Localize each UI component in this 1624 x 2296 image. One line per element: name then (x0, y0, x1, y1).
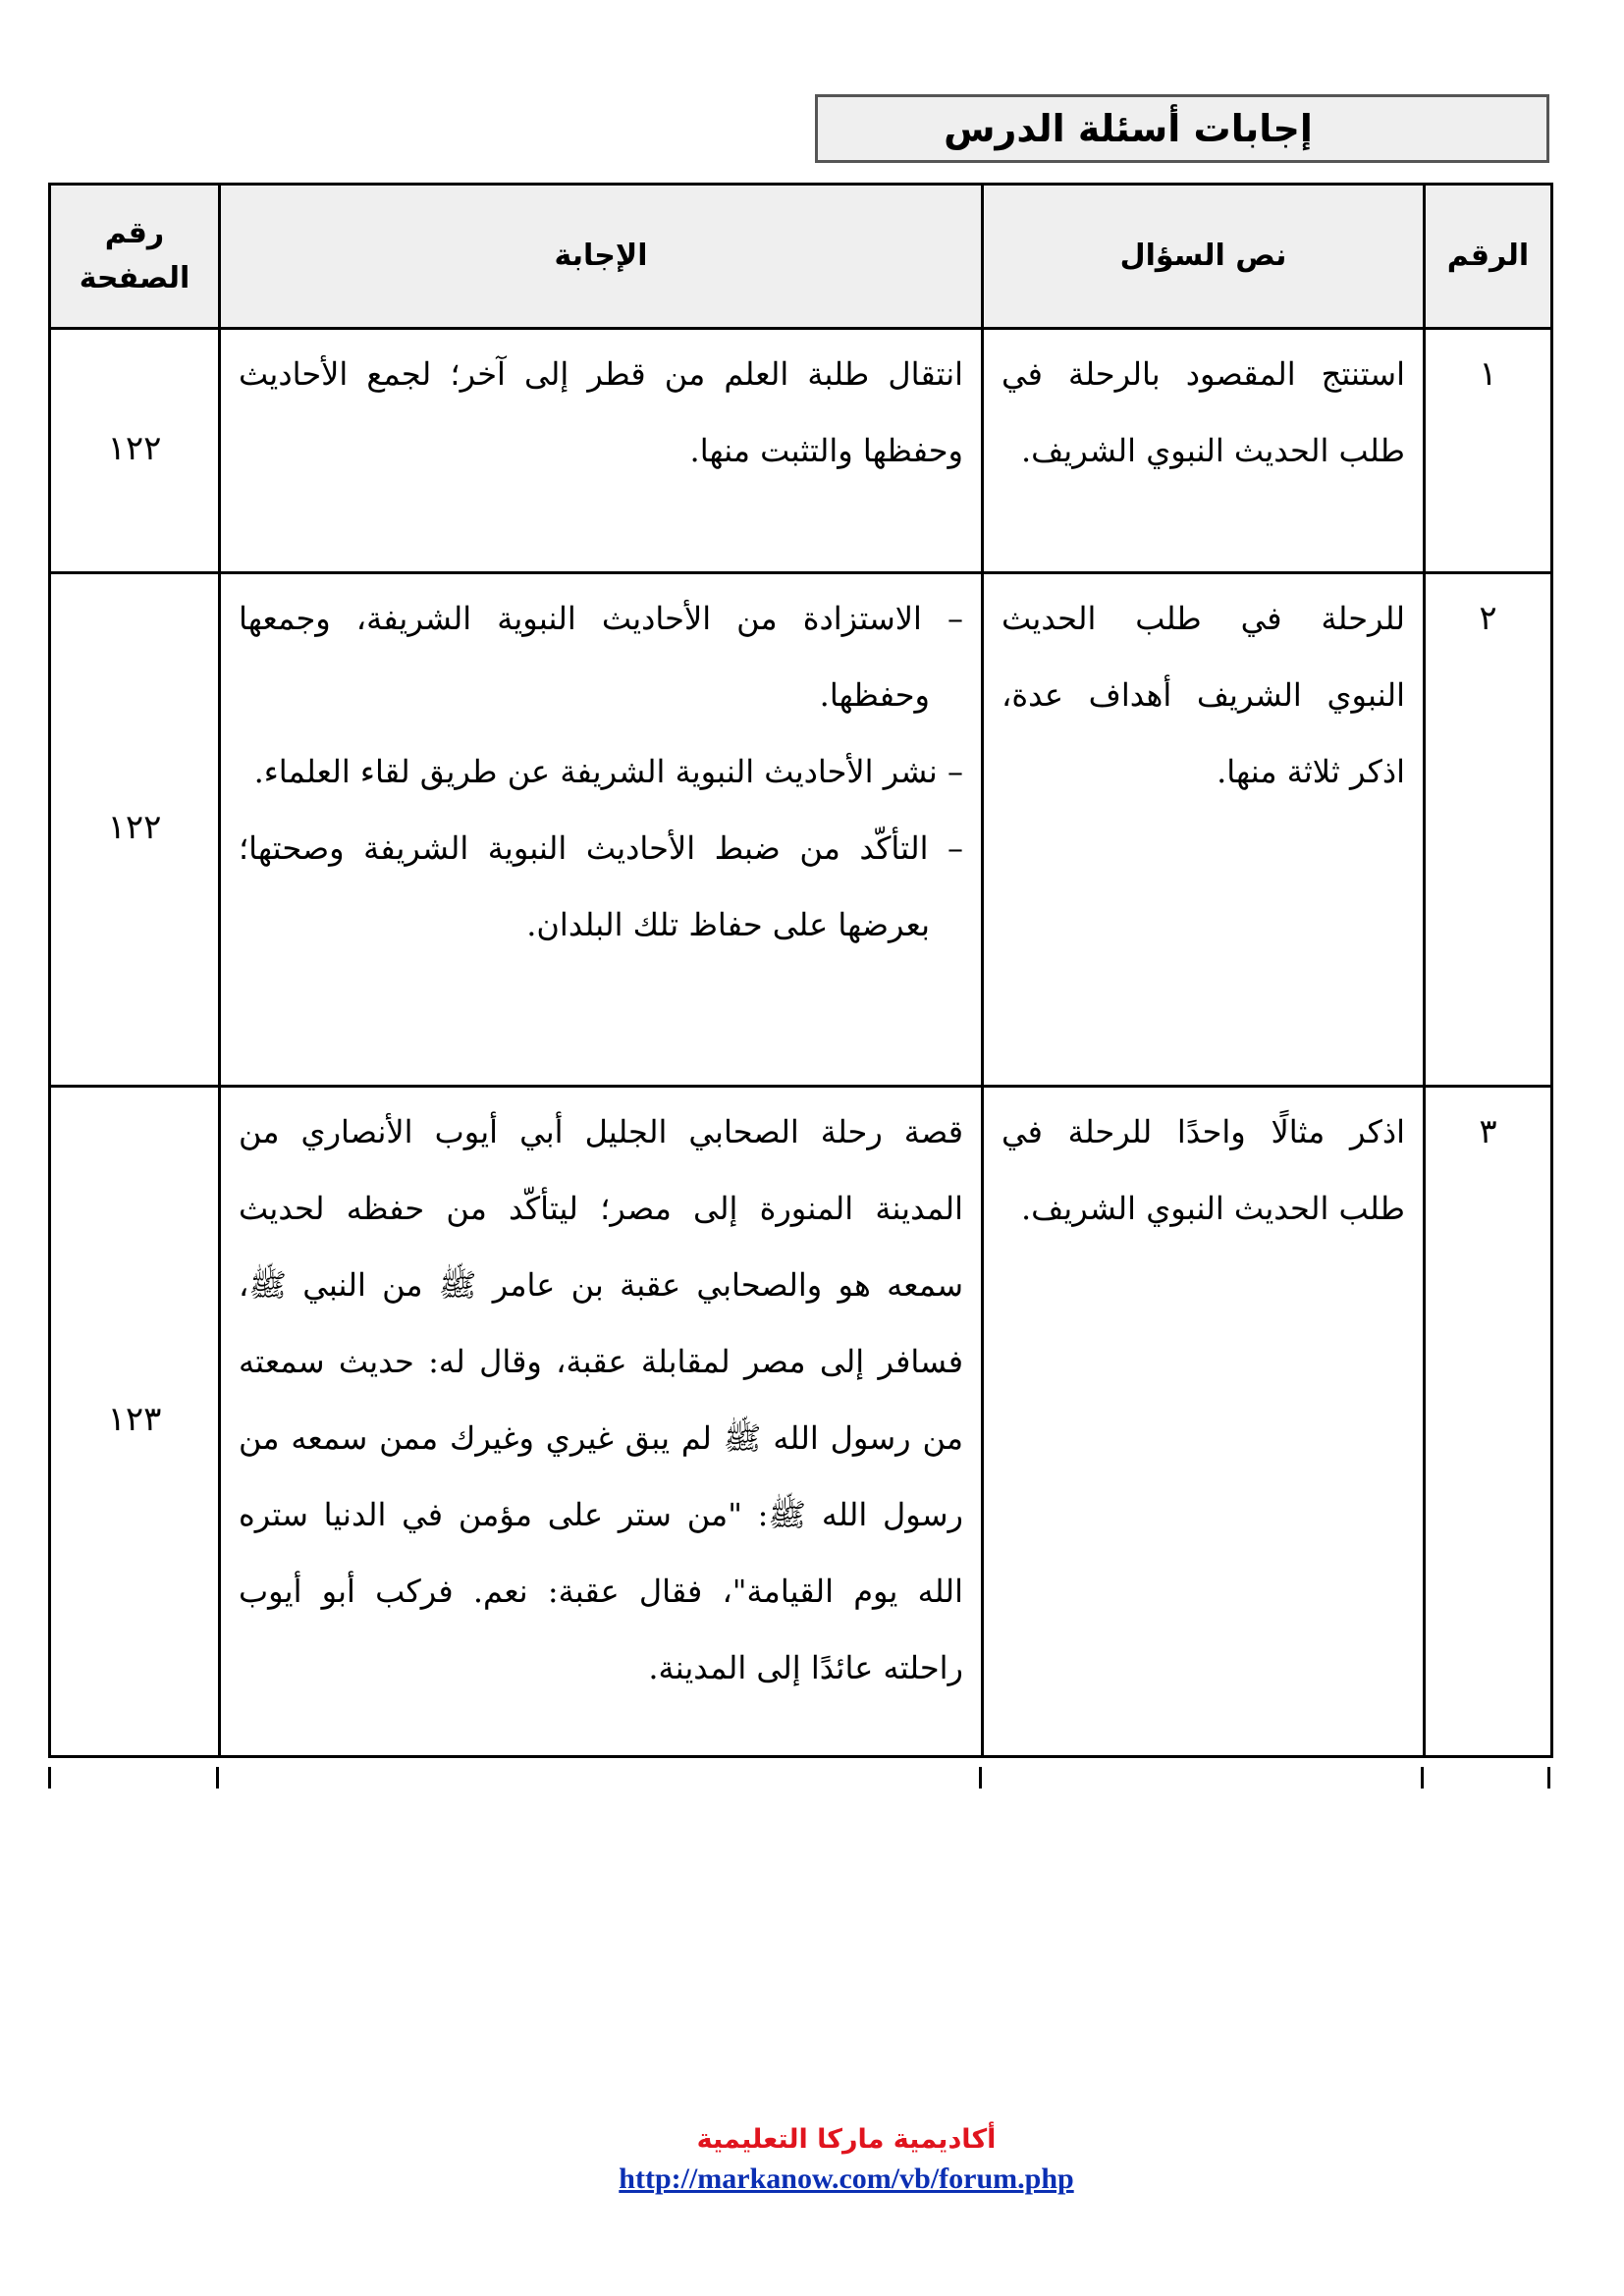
header-number: الرقم (1425, 185, 1552, 329)
header-page-line1: رقم (104, 215, 165, 250)
divider (1547, 1767, 1550, 1789)
lesson-answers-title (815, 94, 1549, 163)
table-continuation-stubs (48, 1767, 1550, 1789)
forum-link[interactable]: http://markanow.com/vb/forum.php (619, 2163, 1074, 2195)
answer-text: قصة رحلة الصحابي الجليل أبي أيوب الأنصاري من المدينة المنورة إلى مصر؛ ليتأكّد من حفظه لحديث سمعه هو والصحابي عقبة بن عامر ﷺ من النبي ﷺ، فسافر إلى مصر لمقابلة عقبة، وقال له: حديث سمعته من رسول الله ﷺ لم يبق غيري وغيرك ممن سمعه من رسول الله ﷺ: "من ستر على مؤمن في الدنيا ستره الله يوم القيامة"، فقال عقبة: نعم. فركب أبو أيوب راحلته عائدًا إلى المدينة. (220, 1087, 983, 1757)
page-number: ١٢٣ (50, 1087, 220, 1757)
row-number: ١ (1425, 329, 1552, 573)
table-header-row (50, 185, 1552, 329)
divider (979, 1767, 982, 1789)
table-row (50, 573, 1552, 1087)
answer-item: – التأكّد من ضبط الأحاديث النبوية الشريفة وصحتها؛ بعرضها على حفاظ تلك البلدان. (239, 829, 963, 943)
header-answer: الإجابة (220, 185, 983, 329)
answer-item: – الاستزادة من الأحاديث النبوية الشريفة، وجمعها وحفظها. (239, 600, 963, 714)
divider (1421, 1767, 1424, 1789)
question-text: اذكر مثالًا واحدًا للرحلة في طلب الحديث النبوي الشريف. (983, 1087, 1425, 1757)
header-page (50, 185, 220, 329)
header-question: نص السؤال (983, 185, 1425, 329)
table-row (50, 1087, 1552, 1757)
question-text: استنتج المقصود بالرحلة في طلب الحديث النبوي الشريف. (983, 329, 1425, 573)
page-number: ١٢٢ (50, 573, 220, 1087)
table-row (50, 329, 1552, 573)
divider (216, 1767, 219, 1789)
page-number: ١٢٢ (50, 329, 220, 573)
header-page-line2: الصفحة (79, 261, 190, 295)
answers-table (48, 183, 1553, 1758)
title-text: إجابات أسئلة الدرس (944, 107, 1313, 150)
page-footer (0, 2120, 1624, 2199)
answer-item: – نشر الأحاديث النبوية الشريفة عن طريق لقاء العلماء. (253, 753, 963, 790)
answer-text: انتقال طلبة العلم من قطر إلى آخر؛ لجمع الأحاديث وحفظها والتثبت منها. (220, 329, 983, 573)
answer-list (220, 573, 983, 1087)
academy-name: أكاديمية ماركا التعليمية (696, 2124, 997, 2155)
row-number: ٢ (1425, 573, 1552, 1087)
question-text: للرحلة في طلب الحديث النبوي الشريف أهداف عدة، اذكر ثلاثة منها. (983, 573, 1425, 1087)
row-number: ٣ (1425, 1087, 1552, 1757)
divider (48, 1767, 51, 1789)
